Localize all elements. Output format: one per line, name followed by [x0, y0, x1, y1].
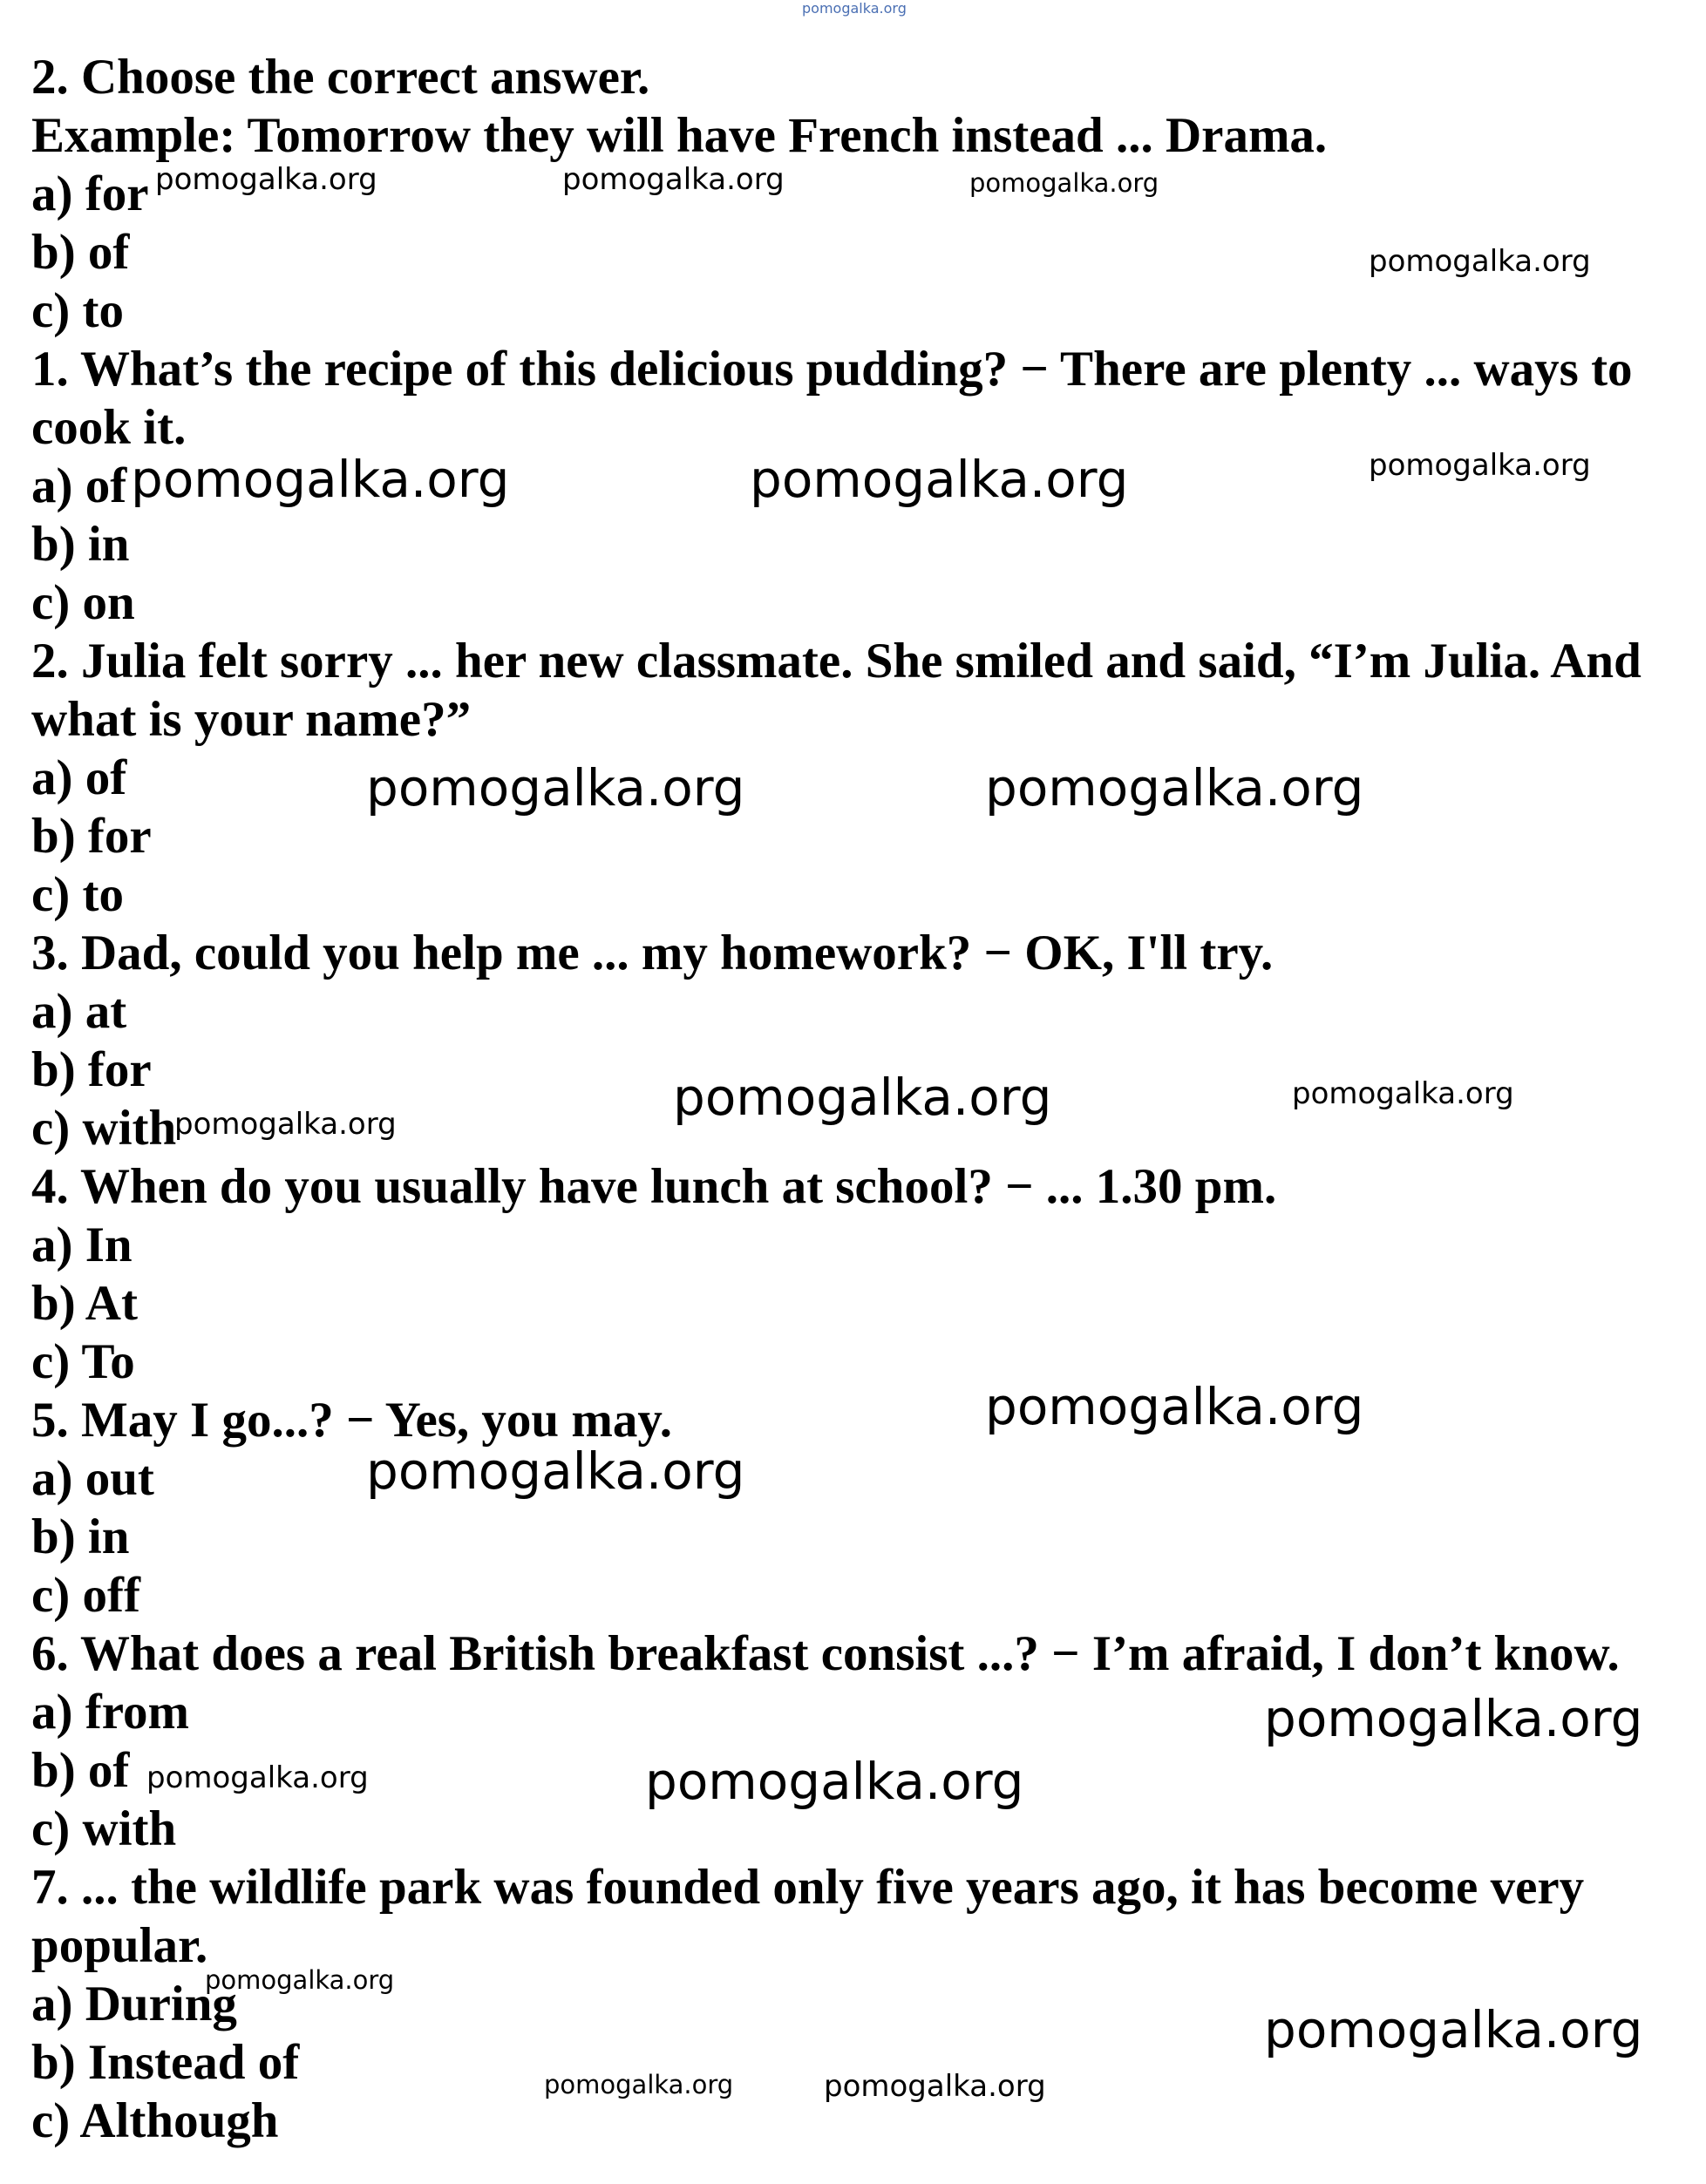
question-3-option-a: a) at — [31, 984, 127, 1039]
example-option-b: b) of — [31, 225, 130, 280]
question-5: 5. May I go...? − Yes, you may. — [31, 1393, 672, 1448]
question-1-option-a: a) of — [31, 458, 127, 513]
question-3-option-c: c) with — [31, 1101, 177, 1156]
watermark: pomogalka.org — [673, 1068, 1052, 1127]
question-4-option-c: c) To — [31, 1334, 135, 1389]
question-2-line-2: what is your name?” — [31, 692, 472, 747]
watermark: pomogalka.org — [544, 2070, 734, 2099]
question-7-line-2: popular. — [31, 1918, 208, 1973]
question-6-option-b: b) of — [31, 1743, 130, 1798]
watermark: pomogalka.org — [824, 2069, 1046, 2104]
question-4-option-b: b) At — [31, 1276, 138, 1331]
question-1-line-2: cook it. — [31, 400, 187, 455]
example-question: Example: Tomorrow they will have French instead ... Drama. — [31, 108, 1328, 163]
question-2-option-b: b) for — [31, 809, 152, 864]
section-heading: 2. Choose the correct answer. — [31, 50, 650, 105]
question-1-line-1: 1. What’s the recipe of this delicious pudding? − There are plenty ... ways to — [31, 342, 1633, 397]
question-5-option-c: c) off — [31, 1568, 140, 1623]
example-option-a: a) for — [31, 166, 149, 221]
question-5-option-a: a) out — [31, 1451, 154, 1506]
watermark: pomogalka.org — [366, 1441, 745, 1501]
watermark: pomogalka.org — [155, 162, 377, 197]
question-2-option-a: a) of — [31, 750, 127, 805]
watermark: pomogalka.org — [1292, 1076, 1514, 1111]
watermark: pomogalka.org — [645, 1752, 1024, 1811]
example-option-c: c) to — [31, 283, 125, 338]
question-7-option-c: c) Although — [31, 2093, 279, 2148]
watermark: pomogalka.org — [750, 450, 1129, 509]
question-3-option-b: b) for — [31, 1042, 152, 1097]
watermark: pomogalka.org — [205, 1965, 395, 1995]
question-6: 6. What does a real British breakfast consist ...? − I’m afraid, I don’t know. — [31, 1626, 1620, 1681]
question-6-option-c: c) with — [31, 1801, 177, 1856]
question-7-option-a: a) During — [31, 1977, 237, 2031]
watermark: pomogalka.org — [985, 1377, 1364, 1436]
question-6-option-a: a) from — [31, 1685, 189, 1740]
watermark: pomogalka.org — [131, 450, 510, 509]
question-1-option-c: c) on — [31, 575, 135, 630]
question-2-line-1: 2. Julia felt sorry ... her new classmate. She smiled and said, “I’m Julia. And — [31, 634, 1641, 688]
watermark: pomogalka.org — [1264, 2000, 1643, 2059]
watermark: pomogalka.org — [969, 168, 1159, 198]
question-4: 4. When do you usually have lunch at school? − ... 1.30 pm. — [31, 1159, 1277, 1214]
watermark: pomogalka.org — [1369, 244, 1591, 279]
watermark: pomogalka.org — [1264, 1689, 1643, 1748]
watermark: pomogalka.org — [366, 758, 745, 817]
question-5-option-b: b) in — [31, 1509, 130, 1564]
watermark: pomogalka.org — [562, 162, 785, 197]
question-7-option-b: b) Instead of — [31, 2035, 300, 2090]
watermark: pomogalka.org — [174, 1107, 397, 1142]
question-4-option-a: a) In — [31, 1217, 133, 1272]
question-7-line-1: 7. ... the wildlife park was founded only five years ago, it has become very — [31, 1860, 1585, 1915]
question-2-option-c: c) to — [31, 867, 125, 922]
watermark: pomogalka.org — [985, 758, 1364, 817]
question-3: 3. Dad, could you help me ... my homework? − OK, I'll try. — [31, 926, 1274, 980]
watermark: pomogalka.org — [1369, 448, 1591, 483]
question-1-option-b: b) in — [31, 517, 130, 572]
watermark: pomogalka.org — [146, 1760, 369, 1795]
watermark-top: pomogalka.org — [802, 0, 907, 17]
